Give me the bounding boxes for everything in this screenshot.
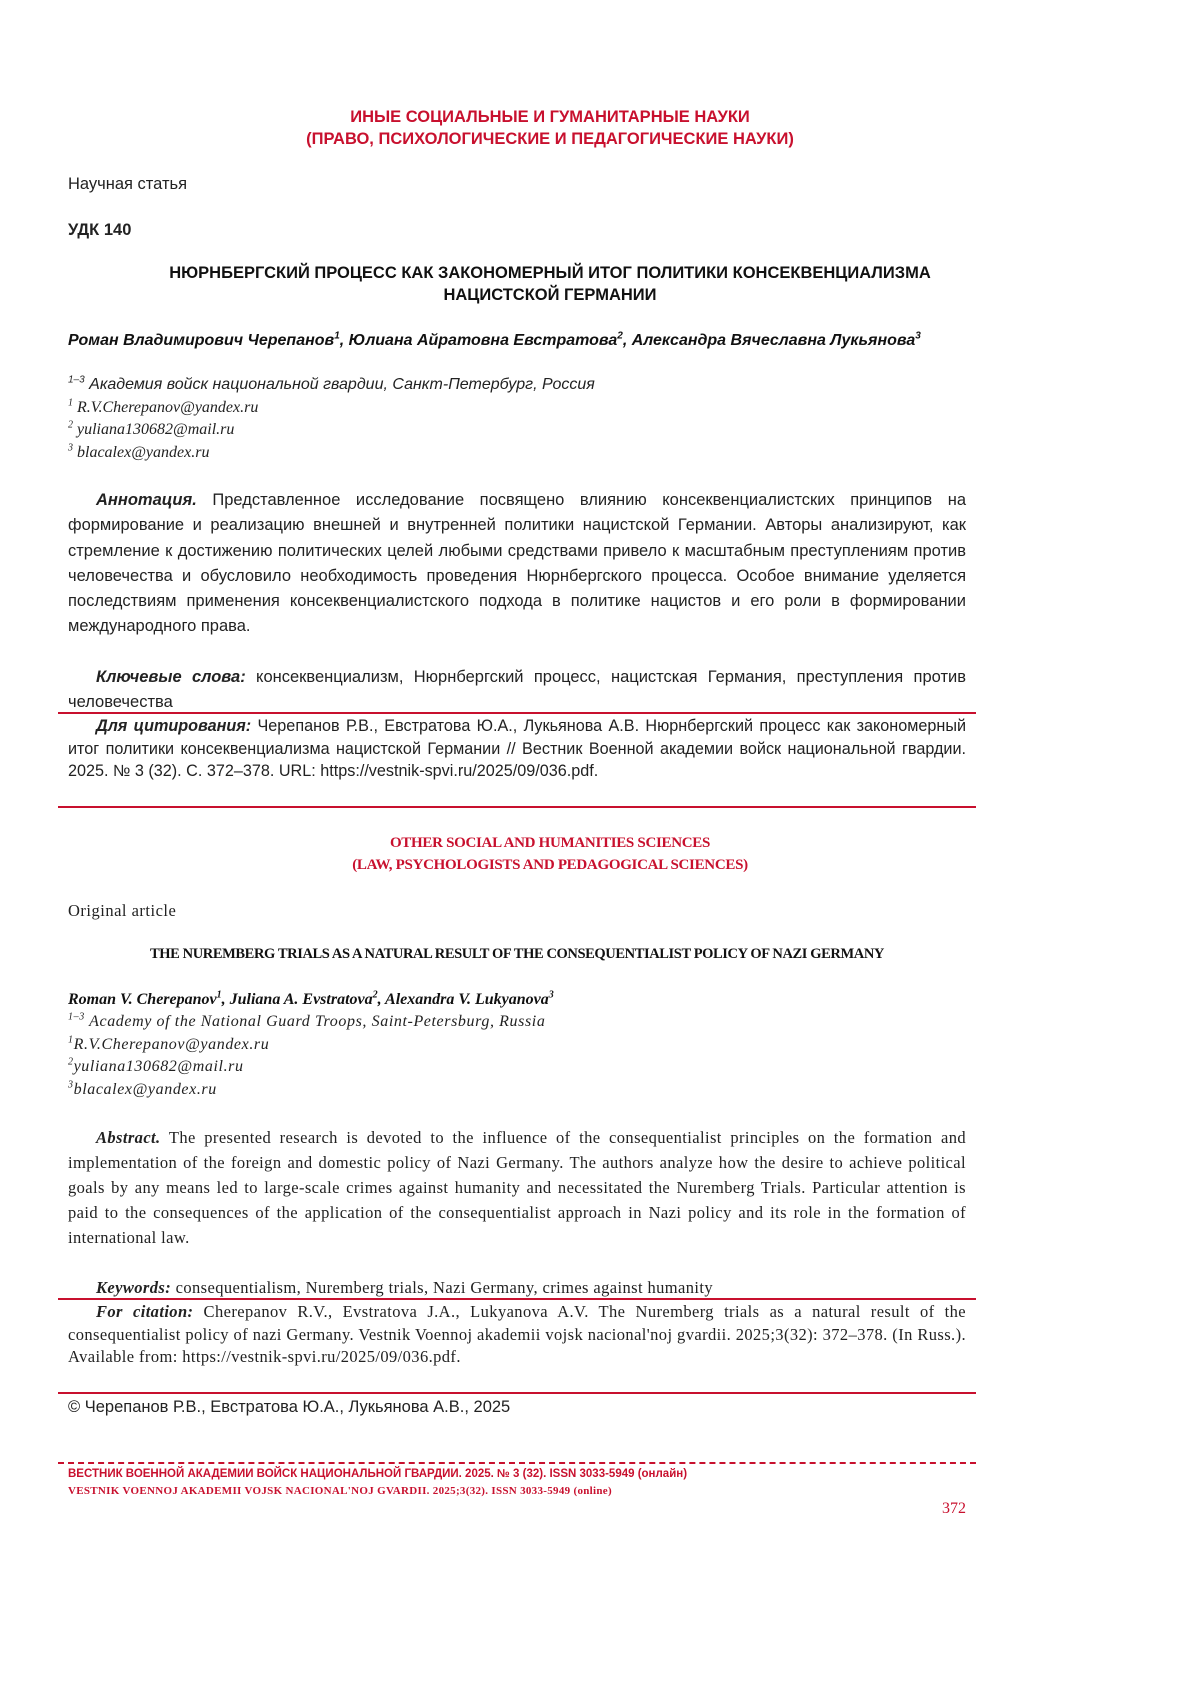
section-heading-ru (0, 106, 1100, 150)
email3-ru[interactable]: blacalex@yandex.ru (77, 443, 210, 461)
keywords-text-en: consequentialism, Nuremberg trials, Nazi Germany, crimes against humanity (175, 1278, 713, 1297)
keywords-label-ru: Ключевые слова: (96, 668, 246, 686)
affiliations-en (68, 1011, 966, 1101)
citation-ru (68, 715, 966, 783)
keywords-label-en: Keywords: (96, 1278, 172, 1297)
email3-en-sup: 3 (68, 1079, 74, 1091)
aff-ru-sup: 1–3 (68, 374, 85, 386)
affiliation-ru: Академия войск национальной гвардии, Санкт-Петербург, Россия (89, 376, 595, 393)
email1-ru[interactable]: R.V.Cherepanov@yandex.ru (77, 398, 259, 416)
udk: УДК 140 (68, 221, 132, 239)
footer-journal-en: VESTNIK VOENNOJ AKADEMII VOJSK NACIONAL'NOJ GVARDII. 2025;3(32). ISSN 3033-5949 (online) (68, 1485, 612, 1497)
author2-en: Juliana A. Evstratova (229, 991, 373, 1008)
section-heading-ru-line1: ИНЫЕ СОЦИАЛЬНЫЕ И ГУМАНИТАРНЫЕ НАУКИ (350, 108, 750, 126)
author1-en: Roman V. Cherepanov (68, 991, 217, 1008)
article-title-ru-line2: НАЦИСТСКОЙ ГЕРМАНИИ (443, 286, 657, 304)
footer-journal-ru: ВЕСТНИК ВОЕННОЙ АКАДЕМИИ ВОЙСК НАЦИОНАЛЬНОЙ ГВАРДИИ. 2025. № 3 (32). ISSN 3033-5949 (онлайн) (68, 1468, 688, 1480)
author3-en-sup: 3 (548, 989, 554, 1001)
author3-en: Alexandra V. Lukyanova (385, 991, 549, 1008)
divider-top-citation-en (58, 1298, 976, 1300)
author3-ru-sup: 3 (915, 330, 921, 342)
article-type-en: Original article (68, 901, 177, 920)
author2-ru: Юлиана Айратовна Евстратова (348, 332, 618, 349)
keywords-ru (68, 665, 966, 716)
abstract-en (68, 1125, 966, 1250)
aff-en-sup: 1–3 (68, 1011, 85, 1023)
affiliation-en: Academy of the National Guard Troops, Saint-Petersburg, Russia (89, 1013, 546, 1030)
article-title-ru-line1: НЮРНБЕРГСКИЙ ПРОЦЕСС КАК ЗАКОНОМЕРНЫЙ ИТОГ ПОЛИТИКИ КОНСЕКВЕНЦИАЛИЗМА (169, 264, 931, 282)
author2-ru-sup: 2 (617, 330, 623, 342)
footer-divider (58, 1462, 976, 1464)
email2-en[interactable]: yuliana130682@mail.ru (73, 1058, 244, 1075)
email1-en-sup: 1 (68, 1034, 74, 1046)
authors-ru: Роман Владимирович Черепанов$^1$, Юлиана Айратовна Евстратова$^2$, Александра Вячеславна Лукьянова$^3$ (68, 330, 921, 349)
email1-en[interactable]: R.V.Cherepanov@yandex.ru (73, 1035, 270, 1053)
email2-ru[interactable]: yuliana130682@mail.ru (77, 421, 235, 438)
divider-bottom-citation-en (58, 1392, 976, 1394)
email3-en[interactable]: blacalex@yandex.ru (73, 1080, 217, 1098)
article-title-en: THE NUREMBERG TRIALS AS A NATURAL RESULT OF THE CONSEQUENTIALIST POLICY OF NAZI GERMANY (149, 946, 884, 962)
citation-label-ru: Для цитирования: (96, 717, 252, 735)
citation-text-en: Cherepanov R.V., Evstratova J.A., Lukyanova A.V. The Nuremberg trials as a natural result of the consequentialist policy of nazi Germany. Vestnik Voennoj akademii vojsk nacional'noj gvardii. 2025;3(32): 372–378. (In Russ.). Available from: https://vestnik-spvi.ru/2025/09/036.pdf. (68, 1302, 966, 1366)
author1-ru: Роман Владимирович Черепанов (68, 332, 335, 349)
email1-ru-sup: 1 (68, 397, 73, 409)
abstract-label-ru: Аннотация. (96, 491, 197, 509)
article-type-ru: Научная статья (68, 175, 188, 193)
author1-ru-sup: 1 (334, 330, 340, 342)
author2-en-sup: 2 (372, 989, 378, 1001)
email3-ru-sup: 3 (68, 442, 73, 454)
abstract-text-ru: Представленное исследование посвящено влиянию консеквенциалистских принципов на формирование и реализацию внешней и внутренней политики нацистской Германии. Авторы анализируют, как стремление к достижению политических целей любыми средствами привело к масштабным преступлениям против человечества и обусловило необходимость проведения Нюрнбергского процесса. Особое внимание уделяется последствиям применения консеквенциалистского подхода в политике нацистов и его роли в формировании международного права. (68, 491, 966, 636)
page-number: 372 (942, 1500, 966, 1517)
author1-en-sup: 1 (216, 989, 222, 1001)
authors-en: Roman V. Cherepanov$^1$, Juliana A. Evstratova$^2$, Alexandra V. Lukyanova$^3$ (68, 989, 554, 1008)
abstract-text-en: The presented research is devoted to the influence of the consequentialist principles on the formation and implementation of the foreign and domestic policy of Nazi Germany. The authors analyze how the desire to achieve political goals by any means led to large-scale crimes against humanity and necessitated the Nuremberg Trials. Particular attention is paid to the consequences of the application of the consequentialist approach in Nazi policy and its role in the formation of international law. (68, 1128, 966, 1247)
author3-ru: Александра Вячеславна Лукьянова (631, 332, 916, 349)
section-heading-en (0, 832, 1100, 876)
affiliations-ru (68, 374, 966, 464)
citation-en (68, 1301, 966, 1369)
abstract-label-en: Abstract. (96, 1128, 161, 1147)
copyright: © Черепанов Р.В., Евстратова Ю.А., Лукьянова А.В., 2025 (68, 1398, 511, 1416)
email2-en-sup: 2 (68, 1056, 74, 1068)
section-heading-en-line1: OTHER SOCIAL AND HUMANITIES SCIENCES (389, 835, 711, 851)
article-title-ru (90, 262, 1010, 306)
abstract-ru (68, 488, 966, 640)
citation-label-en: For citation: (96, 1302, 194, 1321)
keywords-en (68, 1275, 966, 1300)
keywords-text-ru: консеквенциализм, Нюрнбергский процесс, нацистская Германия, преступления против человечества (68, 668, 966, 712)
section-heading-en-line2: (LAW, PSYCHOLOGISTS AND PEDAGOGICAL SCIENCES) (352, 857, 748, 873)
email2-ru-sup: 2 (68, 419, 73, 431)
divider-bottom-citation-ru (58, 806, 976, 808)
divider-top-citation-ru (58, 712, 976, 714)
citation-text-ru: Черепанов Р.В., Евстратова Ю.А., Лукьянова А.В. Нюрнбергский процесс как закономерный итог политики консеквенциализма нацистской Германии // Вестник Военной академии войск национальной гвардии. 2025. № 3 (32). С. 372–378. URL: https://vestnik-spvi.ru/2025/09/036.pdf. (68, 717, 967, 780)
section-heading-ru-line2: (ПРАВО, ПСИХОЛОГИЧЕСКИЕ И ПЕДАГОГИЧЕСКИЕ НАУКИ) (306, 130, 794, 148)
